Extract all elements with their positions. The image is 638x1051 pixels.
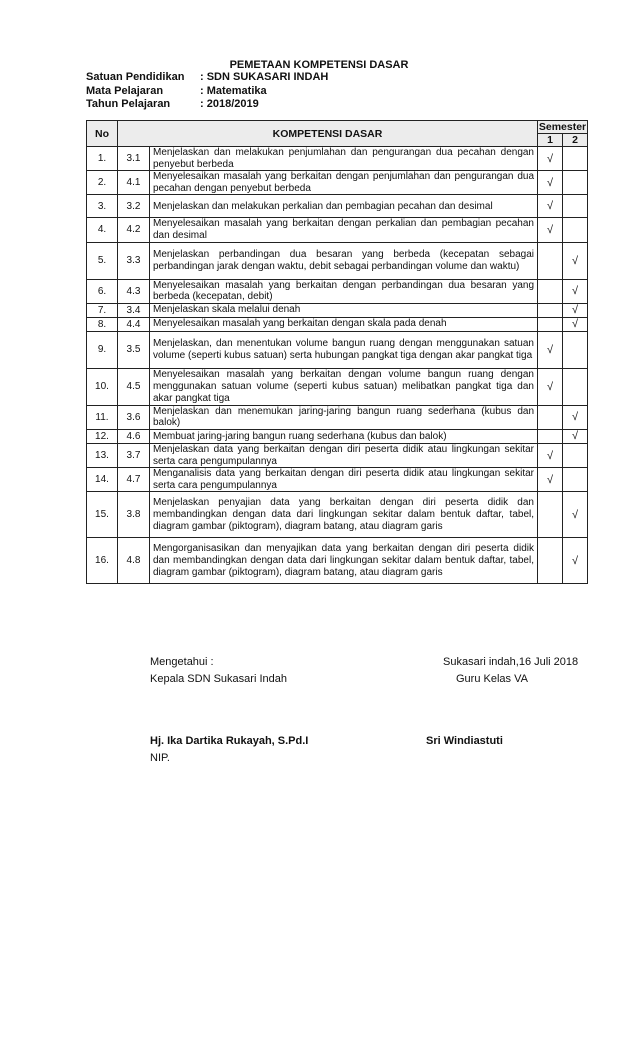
kd-code: 4.5: [118, 368, 150, 405]
kd-code: 4.3: [118, 279, 150, 303]
table-row: [87, 147, 588, 171]
semester1-check: √: [538, 147, 563, 171]
kd-description: Menjelaskan perbandingan dua besaran yang berbeda (kecepatan sebagai perbandingan jarak dengan waktu, debit sebagai perbandingan volume dan waktu): [150, 242, 538, 279]
semester2-check: √: [563, 317, 588, 331]
kd-description: Menjelaskan data yang berkaitan dengan diri peserta didik atau lingkungan sekitar serta cara pengumpulannya: [150, 443, 538, 467]
kd-description: Menyelesaikan masalah yang berkaitan dengan perkalian dan pembagian pecahan dan desimal: [150, 218, 538, 242]
table-row: [87, 368, 588, 405]
kd-description: Menyelesaikan masalah yang berkaitan dengan skala pada denah: [150, 317, 538, 331]
semester2-check: √: [563, 279, 588, 303]
info-row-mapel: [86, 85, 328, 99]
table-row: [87, 171, 588, 195]
row-number: 5.: [87, 242, 118, 279]
table-row: [87, 195, 588, 218]
table-body: [87, 147, 588, 584]
semester1-check: √: [538, 171, 563, 195]
semester2-check: √: [563, 242, 588, 279]
info-value: : 2018/2019: [200, 98, 259, 110]
signature-left: [150, 654, 287, 688]
kd-description: Menyelesaikan masalah yang berkaitan dengan volume bangun ruang dengan menggunakan satuan volume (seperti kubus satuan) melibatkan pangkat tiga dan akar pangkat tiga: [150, 368, 538, 405]
table-row: [87, 538, 588, 584]
semester2-check: [563, 171, 588, 195]
table-row: [87, 317, 588, 331]
table-row: [87, 279, 588, 303]
semester2-check: √: [563, 303, 588, 317]
table-row: [87, 443, 588, 467]
kd-description: Mengorganisasikan dan menyajikan data yang berkaitan dengan diri peserta didik dan membandingkan dengan data dari lingkungan sekitar dalam bentuk daftar, tabel, diagram gambar (piktogram), diagram batang, atau diagram garis: [150, 538, 538, 584]
kd-description: Menyelesaikan masalah yang berkaitan dengan penjumlahan dan pengurangan dua pecahan dengan penyebut berbeda: [150, 171, 538, 195]
row-number: 2.: [87, 171, 118, 195]
row-number: 1.: [87, 147, 118, 171]
kd-description: Menjelaskan, dan menentukan volume bangun ruang dengan menggunakan satuan volume (seperti kubus satuan) serta hubungan pangkat tiga dengan akar pangkat tiga: [150, 331, 538, 368]
kd-code: 3.6: [118, 405, 150, 429]
semester1-check: √: [538, 218, 563, 242]
kd-description: Menjelaskan dan melakukan perkalian dan pembagian pecahan dan desimal: [150, 195, 538, 218]
row-number: 4.: [87, 218, 118, 242]
info-label: Satuan Pendidikan: [86, 71, 185, 83]
semester2-check: √: [563, 405, 588, 429]
table-row: [87, 492, 588, 538]
semester2-check: [563, 468, 588, 492]
semester2-check: √: [563, 429, 588, 443]
semester2-check: [563, 195, 588, 218]
info-label: Mata Pelajaran: [86, 84, 164, 97]
semester1-check: [538, 242, 563, 279]
row-number: 8.: [87, 317, 118, 331]
kd-code: 4.6: [118, 429, 150, 443]
table-row: [87, 303, 588, 317]
row-number: 9.: [87, 331, 118, 368]
row-number: 6.: [87, 279, 118, 303]
semester1-check: [538, 429, 563, 443]
kd-description: Membuat jaring-jaring bangun ruang sederhana (kubus dan balok): [150, 429, 538, 443]
row-number: 10.: [87, 368, 118, 405]
semester1-check: √: [538, 368, 563, 405]
kd-description: Menjelaskan penyajian data yang berkaitan dengan diri peserta didik dan membandingkan dengan data dari lingkungan sekitar dalam bentuk daftar, tabel, diagram gambar (piktogram), diagram batang, atau diagram garis: [150, 492, 538, 538]
header-sem1: 1: [538, 134, 563, 147]
row-number: 14.: [87, 468, 118, 492]
document-title: PEMETAAN KOMPETENSI DASAR: [229, 59, 409, 71]
kd-code: 3.1: [118, 147, 150, 171]
teacher-title: Guru Kelas VA: [456, 673, 528, 685]
kd-description: Menganalisis data yang berkaitan dengan diri peserta didik atau lingkungan sekitar serta cara pengumpulannya: [150, 468, 538, 492]
row-number: 16.: [87, 538, 118, 584]
semester1-check: [538, 405, 563, 429]
semester2-check: [563, 443, 588, 467]
semester2-check: √: [563, 492, 588, 538]
kd-code: 3.5: [118, 331, 150, 368]
info-value: : SDN SUKASARI INDAH: [200, 71, 329, 83]
header-sem2: 2: [563, 134, 588, 147]
table-row: [87, 242, 588, 279]
semester2-check: [563, 218, 588, 242]
table-row: [87, 429, 588, 443]
teacher-name: Sri Windiastuti: [426, 735, 503, 747]
semester2-check: [563, 331, 588, 368]
row-number: 13.: [87, 443, 118, 467]
semester1-check: [538, 538, 563, 584]
kd-code: 3.8: [118, 492, 150, 538]
semester1-check: [538, 279, 563, 303]
semester1-check: [538, 303, 563, 317]
header-semester: Semester: [538, 121, 587, 133]
semester1-check: √: [538, 468, 563, 492]
kd-code: 4.1: [118, 171, 150, 195]
principal-title: Kepala SDN Sukasari Indah: [150, 673, 287, 685]
semester1-check: [538, 317, 563, 331]
kd-code: 3.3: [118, 242, 150, 279]
kd-description: Menjelaskan skala melalui denah: [150, 303, 538, 317]
row-number: 3.: [87, 195, 118, 218]
info-value: : Matematika: [200, 84, 267, 97]
semester2-check: [563, 147, 588, 171]
info-label: Tahun Pelajaran: [86, 98, 171, 110]
row-number: 11.: [87, 405, 118, 429]
principal-nip: NIP.: [150, 752, 170, 764]
signature-right: [443, 654, 578, 688]
row-number: 12.: [87, 429, 118, 443]
kd-code: 4.2: [118, 218, 150, 242]
semester2-check: [563, 368, 588, 405]
kd-description: Menjelaskan dan menemukan jaring-jaring bangun ruang sederhana (kubus dan balok): [150, 405, 538, 429]
place-date: Sukasari indah,16 Juli 2018: [443, 656, 579, 668]
document-info: [86, 71, 328, 112]
kd-code: 4.8: [118, 538, 150, 584]
semester1-check: √: [538, 195, 563, 218]
header-no: No: [87, 121, 118, 147]
semester2-check: √: [563, 538, 588, 584]
semester1-check: [538, 492, 563, 538]
competency-table: [86, 120, 588, 584]
semester1-check: √: [538, 331, 563, 368]
table-row: [87, 468, 588, 492]
row-number: 15.: [87, 492, 118, 538]
kd-code: 3.2: [118, 195, 150, 218]
principal-name: Hj. Ika Dartika Rukayah, S.Pd.I: [150, 735, 309, 747]
header-kd: KOMPETENSI DASAR: [118, 121, 538, 147]
kd-description: Menyelesaikan masalah yang berkaitan dengan perbandingan dua besaran yang berbeda (kecepatan, debit): [150, 279, 538, 303]
kd-code: 3.4: [118, 303, 150, 317]
kd-code: 3.7: [118, 443, 150, 467]
row-number: 7.: [87, 303, 118, 317]
semester1-check: √: [538, 443, 563, 467]
info-row-tahun: [86, 98, 328, 112]
kd-code: 4.4: [118, 317, 150, 331]
table-row: [87, 218, 588, 242]
table-row: [87, 331, 588, 368]
info-row-satuan: [86, 71, 328, 85]
table-row: [87, 405, 588, 429]
acknowledged-label: Mengetahui :: [150, 656, 214, 668]
kd-description: Menjelaskan dan melakukan penjumlahan dan pengurangan dua pecahan dengan penyebut berbeda: [150, 147, 538, 171]
kd-code: 4.7: [118, 468, 150, 492]
